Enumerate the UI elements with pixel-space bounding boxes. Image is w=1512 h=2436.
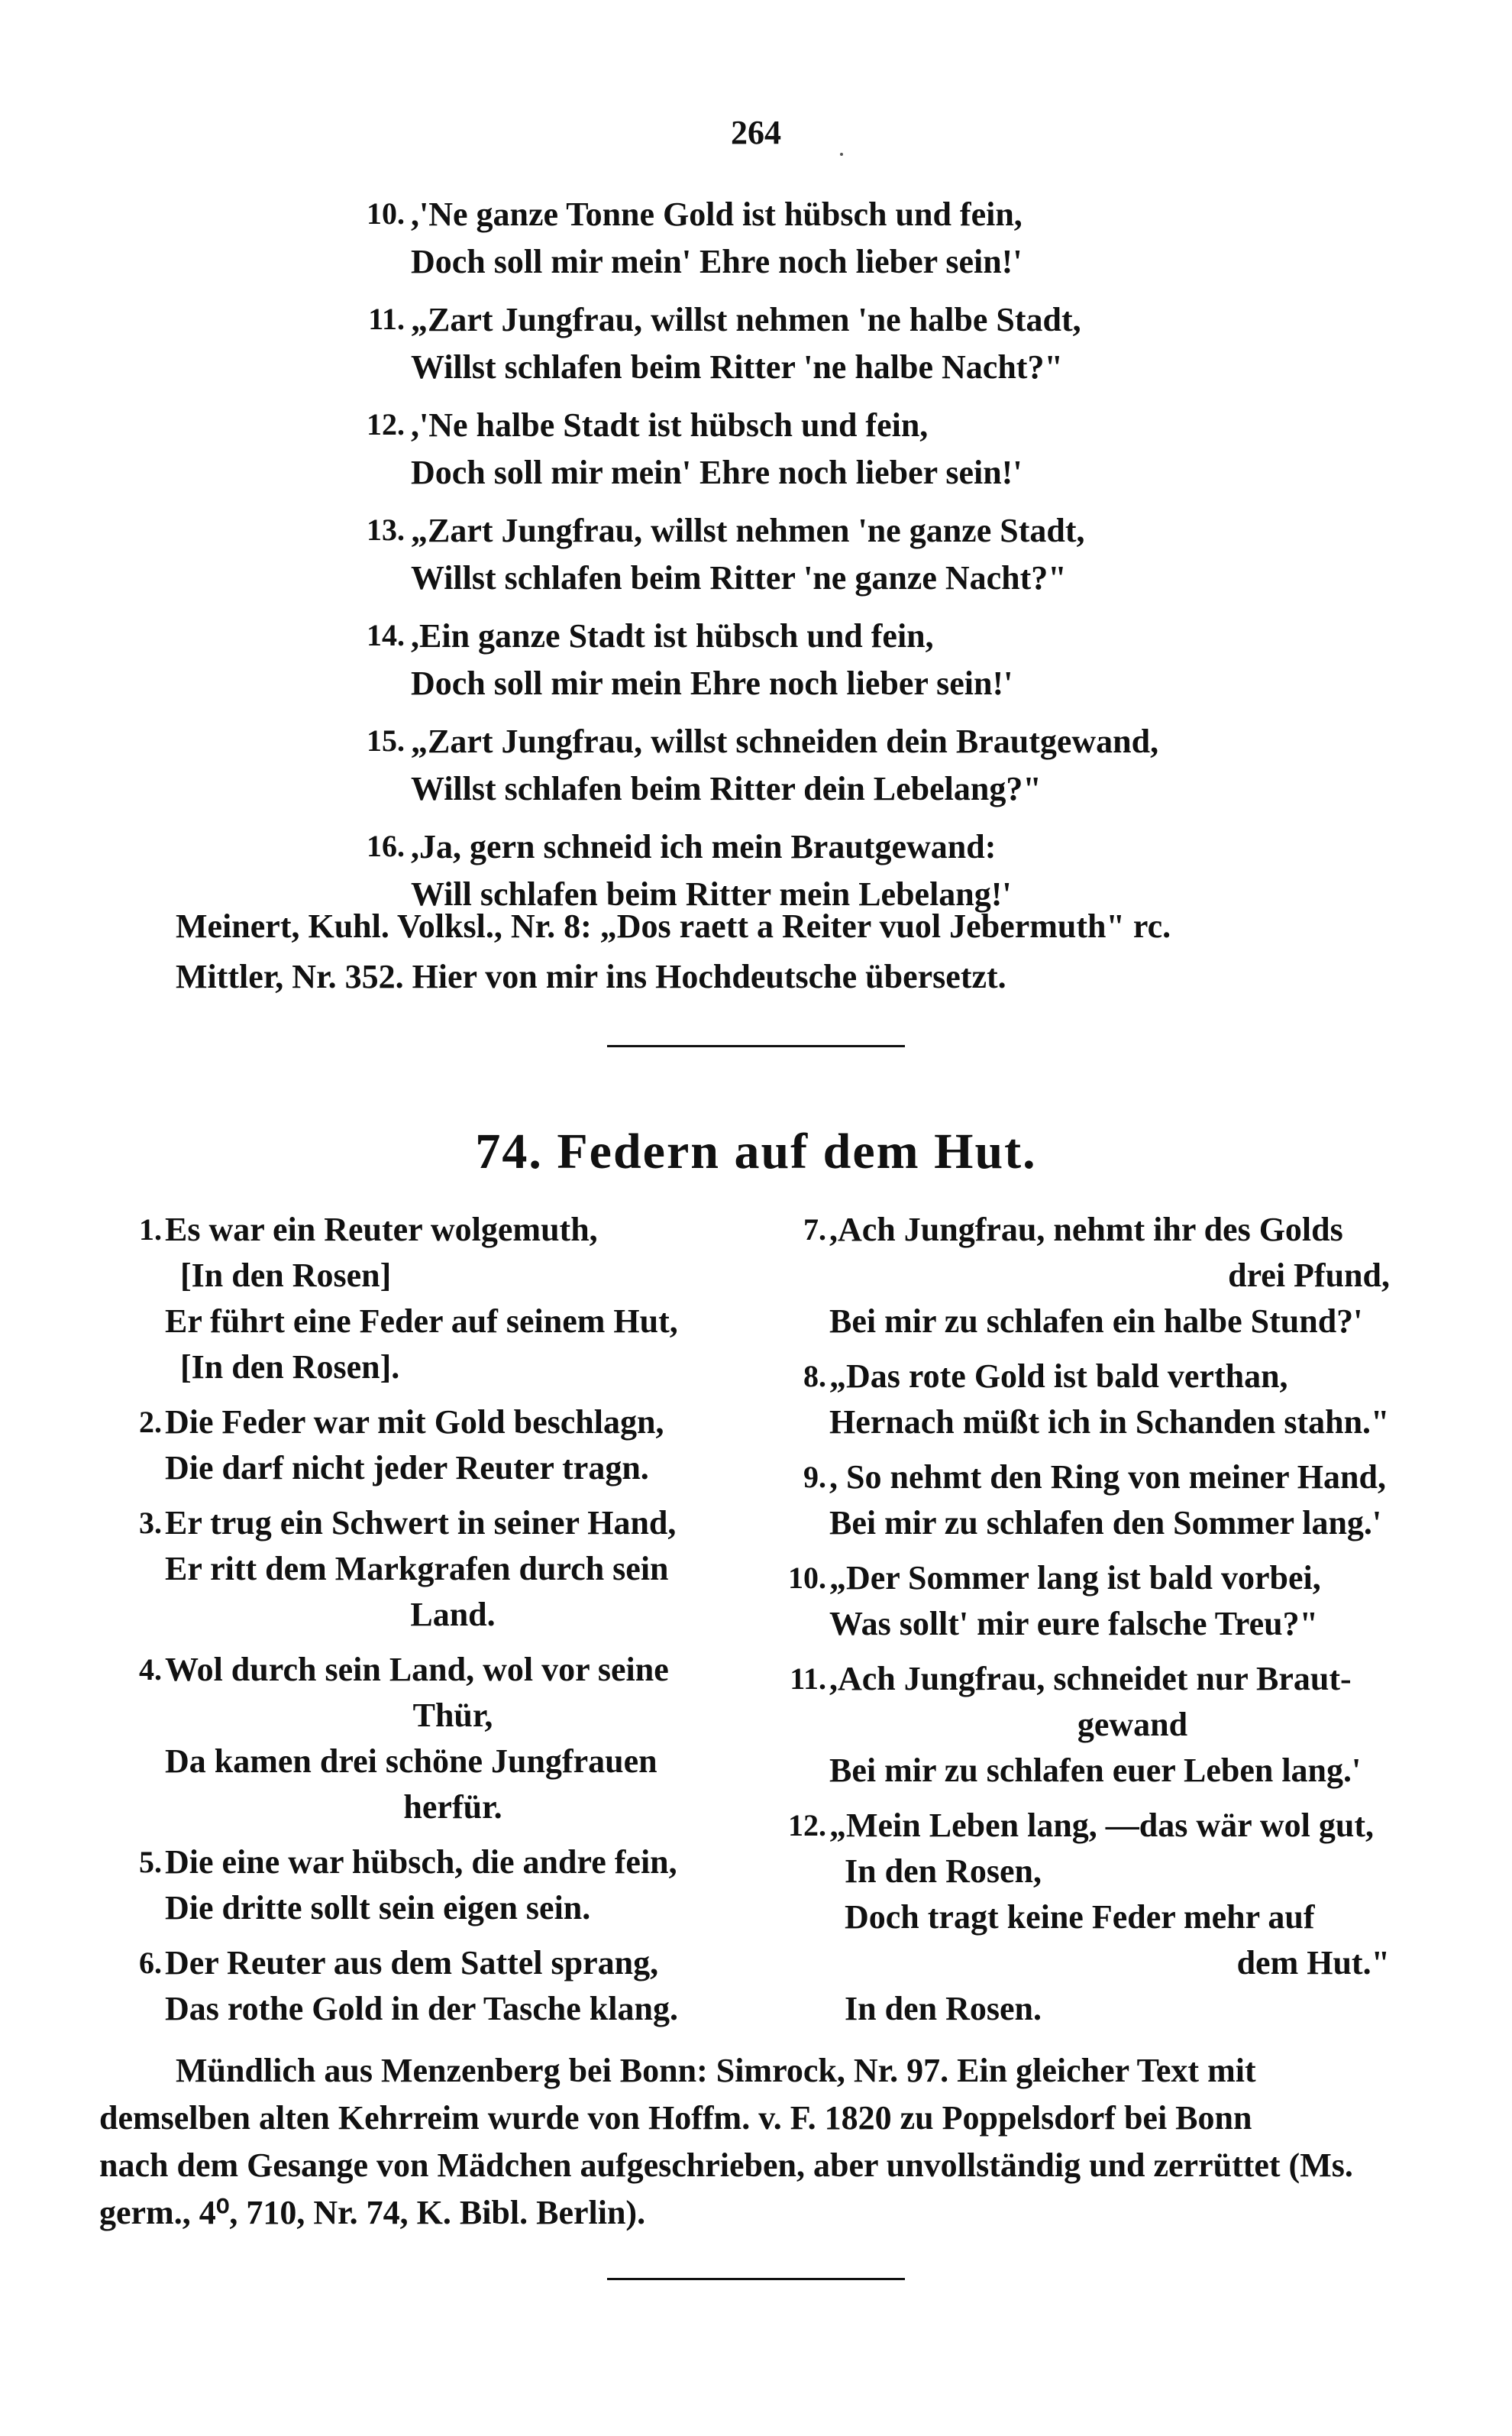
verse-line: Die dritte sollt sein eigen sein.: [165, 1889, 591, 1926]
verse-line: ,'Ne halbe Stadt ist hübsch und fein,: [411, 406, 929, 444]
verse-line: ,Ach Jungfrau, nehmt ihr des Golds: [829, 1211, 1343, 1248]
verse-line: gewand: [1077, 1706, 1188, 1743]
stanza-number: 11.: [790, 1661, 826, 1696]
stanza: [336, 507, 1329, 602]
verse-line: Doch soll mir mein' Ehre noch lieber sein!': [411, 454, 1023, 491]
stanza-number: 13.: [367, 513, 405, 547]
stanza: [336, 296, 1329, 391]
verse-line: drei Pfund,: [1228, 1257, 1390, 1294]
verse-line: Willst schlafen beim Ritter dein Lebelang?": [411, 770, 1042, 807]
verse-line: [In den Rosen]: [180, 1257, 392, 1294]
stanza-number: 7.: [803, 1212, 826, 1247]
stanza: [771, 1207, 1436, 1344]
verse-line: dem Hut.": [1236, 1944, 1390, 1981]
verse-line: Willst schlafen beim Ritter 'ne halbe Nacht?": [411, 348, 1063, 386]
verse-line: Doch soll mir mein Ehre noch lieber sein!': [411, 665, 1013, 702]
source-note-line: Mündlich aus Menzenberg bei Bonn: Simrock, Nr. 97. Ein gleicher Text mit: [176, 2052, 1256, 2089]
verse-line: Willst schlafen beim Ritter 'ne ganze Nacht?": [411, 559, 1067, 597]
verse-line: „Zart Jungfrau, willst nehmen 'ne ganze Stadt,: [411, 512, 1085, 549]
stanza-number: 1.: [139, 1212, 162, 1247]
stanza-number: 11.: [368, 302, 405, 336]
page-number: 264: [731, 114, 781, 151]
verse-line: Bei mir zu schlafen euer Leben lang.': [829, 1752, 1362, 1789]
verse-line: Er ritt dem Markgrafen durch sein: [165, 1550, 669, 1587]
source-note-line: demselben alten Kehrreim wurde von Hoffm. v. F. 1820 zu Poppelsdorf bei Bonn: [99, 2099, 1252, 2137]
stanza-number: 5.: [139, 1845, 162, 1879]
stanza-number: 2.: [139, 1405, 162, 1439]
verse-line: , So nehmt den Ring von meiner Hand,: [829, 1458, 1386, 1496]
verse-line: Das rothe Gold in der Tasche klang.: [165, 1990, 678, 2027]
stanza-number: 9.: [803, 1460, 826, 1494]
verse-line: Land.: [410, 1596, 496, 1633]
source-note-line: Meinert, Kuhl. Volksl., Nr. 8: „Dos raett a Reiter vuol Jebermuth" rc.: [176, 907, 1171, 945]
verse-line: Er trug ein Schwert in seiner Hand,: [165, 1504, 677, 1542]
stanza: [336, 191, 1329, 286]
stanza-number: 15.: [367, 723, 405, 758]
source-note-line: germ., 4⁰, 710, Nr. 74, K. Bibl. Berlin).: [99, 2194, 646, 2231]
verse-line: ,Ach Jungfrau, schneidet nur Braut-: [829, 1660, 1352, 1697]
stanza-number: 4.: [139, 1652, 162, 1687]
stanza: [107, 1500, 741, 1638]
stanza: [336, 718, 1329, 813]
stanza-number: 12.: [367, 407, 405, 442]
verse-line: Was sollt' mir eure falsche Treu?": [829, 1605, 1318, 1642]
source-note: [176, 901, 1428, 1002]
stanza: [107, 1399, 741, 1491]
verse-line: ,'Ne ganze Tonne Gold ist hübsch und fein,: [411, 196, 1023, 233]
stanza: [107, 1647, 741, 1830]
stanza-number: 16.: [367, 829, 405, 863]
verse-line: Wol durch sein Land, wol vor seine: [165, 1651, 669, 1688]
verse-line: Die eine war hübsch, die andre fein,: [165, 1843, 677, 1881]
stanza-number: 12.: [788, 1808, 826, 1842]
stanza: [336, 402, 1329, 497]
section-divider: [607, 2278, 905, 2280]
previous-song-stanzas: [336, 191, 1329, 929]
stanza: [336, 613, 1329, 707]
stanza: [771, 1454, 1436, 1546]
right-column: [771, 1207, 1436, 2041]
verse-line: Will schlafen beim Ritter mein Lebelang!': [411, 875, 1012, 913]
verse-line: Er führt eine Feder auf seinem Hut,: [165, 1302, 678, 1340]
source-note: [99, 2047, 1420, 2237]
verse-line: In den Rosen.: [845, 1990, 1042, 2027]
verse-line: Die Feder war mit Gold beschlagn,: [165, 1403, 664, 1441]
verse-line: Thür,: [412, 1697, 493, 1734]
stanza: [107, 1839, 741, 1931]
stanza-number: 8.: [803, 1359, 826, 1393]
verse-line: Bei mir zu schlafen ein halbe Stund?': [829, 1302, 1363, 1340]
stanza-number: 10.: [367, 196, 405, 231]
stanza: [107, 1207, 741, 1390]
section-divider: [607, 1045, 905, 1047]
stanza-number: 3.: [139, 1506, 162, 1540]
stanza: [771, 1803, 1436, 2032]
verse-line: „Der Sommer lang ist bald vorbei,: [829, 1559, 1321, 1597]
verse-line: herfür.: [403, 1788, 502, 1826]
verse-line: Hernach müßt ich in Schanden stahn.": [829, 1403, 1390, 1441]
verse-line: ,Ja, gern schneid ich mein Brautgewand:: [411, 828, 997, 865]
verse-line: „Zart Jungfrau, willst schneiden dein Brautgewand,: [411, 723, 1159, 760]
source-note-line: Mittler, Nr. 352. Hier von mir ins Hochdeutsche übersetzt.: [176, 958, 1006, 995]
verse-line: Bei mir zu schlafen den Sommer lang.': [829, 1504, 1382, 1542]
verse-line: ,Ein ganze Stadt ist hübsch und fein,: [411, 617, 934, 655]
verse-line: [In den Rosen].: [180, 1348, 400, 1386]
print-speck: [840, 153, 843, 156]
song-title: 74. Federn auf dem Hut.: [475, 1124, 1037, 1179]
verse-line: Da kamen drei schöne Jungfrauen: [165, 1742, 657, 1780]
stanza-number: 6.: [139, 1946, 162, 1980]
stanza: [771, 1354, 1436, 1445]
verse-line: Die darf nicht jeder Reuter tragn.: [165, 1449, 649, 1487]
stanza: [771, 1555, 1436, 1647]
stanza: [107, 1940, 741, 2032]
verse-line: „Mein Leben lang, —das wär wol gut,: [829, 1807, 1375, 1844]
verse-line: Es war ein Reuter wolgemuth,: [165, 1211, 598, 1248]
left-column: [107, 1207, 741, 2041]
verse-line: „Zart Jungfrau, willst nehmen 'ne halbe Stadt,: [411, 301, 1081, 338]
stanza-number: 14.: [367, 618, 405, 652]
verse-line: In den Rosen,: [845, 1852, 1042, 1890]
stanza: [771, 1656, 1436, 1794]
stanza-number: 10.: [788, 1561, 826, 1595]
verse-line: Der Reuter aus dem Sattel sprang,: [165, 1944, 659, 1981]
verse-line: Doch soll mir mein' Ehre noch lieber sein!': [411, 243, 1023, 280]
source-note-line: nach dem Gesange von Mädchen aufgeschrieben, aber unvollständig und zerrüttet (Ms.: [99, 2146, 1353, 2184]
verse-line: „Das rote Gold ist bald verthan,: [829, 1357, 1288, 1395]
verse-line: Doch tragt keine Feder mehr auf: [845, 1898, 1315, 1936]
